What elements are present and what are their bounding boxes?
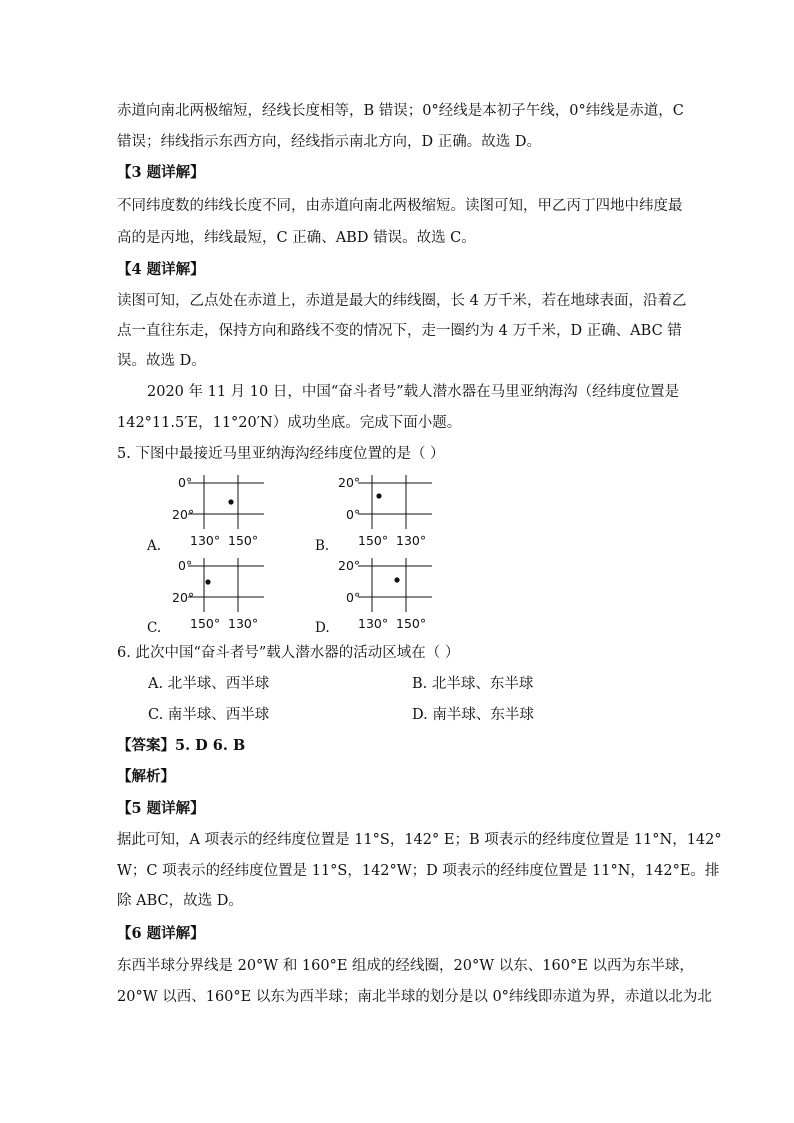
lat-lon-grid-d bbox=[336, 556, 436, 632]
svg-text:130°: 130° bbox=[228, 616, 259, 631]
text-line: 东西半球分界线是 20°W 和 160°E 组成的经线圈，20°W 以东、160°E 以西为东半球， bbox=[117, 958, 694, 974]
text-line: 高的是丙地，纬线最短，C 正确、ABD 错误。故选 C。 bbox=[117, 230, 476, 246]
passage-line: 142°11.5′E，11°20′N）成功坐底。完成下面小题。 bbox=[117, 415, 462, 431]
map-option-letter: D. bbox=[315, 620, 330, 636]
lat-lon-grid-a bbox=[168, 473, 268, 549]
section-heading-q4: 【4 题详解】 bbox=[117, 261, 205, 278]
text-line: 除 ABC，故选 D。 bbox=[117, 893, 243, 909]
answer-line: 【答案】5. D 6. B bbox=[117, 737, 246, 754]
svg-text:0°: 0° bbox=[178, 475, 193, 490]
section-heading-q5: 【5 题详解】 bbox=[117, 800, 205, 817]
text-line: W；C 项表示的经纬度位置是 11°S，142°W；D 项表示的经纬度位置是 11°N，142°E。排 bbox=[117, 863, 720, 879]
option-a: A. 北半球、西半球 bbox=[148, 676, 270, 692]
map-option-letter: B. bbox=[315, 538, 330, 554]
svg-text:150°: 150° bbox=[228, 533, 259, 548]
text-line: 读图可知，乙点处在赤道上，赤道是最大的纬线圈，长 4 万千米，若在地球表面，沿着乙 bbox=[117, 293, 687, 309]
lat-lon-grid-c bbox=[168, 556, 268, 632]
option-d: D. 南半球、东半球 bbox=[412, 707, 534, 723]
lat-lon-grid-b bbox=[336, 473, 436, 549]
text-line: 误。故选 D。 bbox=[117, 353, 206, 369]
location-dot bbox=[376, 493, 381, 498]
option-c: C. 南半球、西半球 bbox=[148, 707, 270, 723]
location-dot bbox=[394, 577, 399, 582]
svg-text:130°: 130° bbox=[190, 533, 221, 548]
location-dot bbox=[205, 579, 210, 584]
section-heading-q3: 【3 题详解】 bbox=[117, 164, 205, 181]
text-line: 据此可知，A 项表示的经纬度位置是 11°S，142° E；B 项表示的经纬度位置是 11°N，142° bbox=[117, 832, 722, 848]
text-line: 不同纬度数的纬线长度不同，由赤道向南北两极缩短。读图可知，甲乙丙丁四地中纬度最 bbox=[117, 198, 683, 214]
analysis-heading: 【解析】 bbox=[117, 768, 175, 785]
svg-text:20°: 20° bbox=[338, 558, 361, 573]
svg-text:0°: 0° bbox=[346, 507, 361, 522]
svg-text:20°: 20° bbox=[172, 590, 195, 605]
svg-text:130°: 130° bbox=[358, 616, 389, 631]
section-heading-q6: 【6 题详解】 bbox=[117, 925, 205, 942]
passage-line: 2020 年 11 月 10 日，中国“奋斗者号”载人潜水器在马里亚纳海沟（经纬度位置是 bbox=[147, 384, 680, 400]
map-option-letter: A. bbox=[147, 538, 162, 554]
svg-text:130°: 130° bbox=[396, 533, 427, 548]
svg-text:20°: 20° bbox=[172, 507, 195, 522]
svg-text:0°: 0° bbox=[346, 590, 361, 605]
svg-text:150°: 150° bbox=[396, 616, 427, 631]
text-line: 20°W 以西、160°E 以东为西半球；南北半球的划分是以 0°纬线即赤道为界，赤道以北为北 bbox=[117, 989, 712, 1005]
svg-text:0°: 0° bbox=[178, 558, 193, 573]
question-6: 6. 此次中国“奋斗者号”载人潜水器的活动区域在（ ） bbox=[117, 645, 460, 661]
svg-text:20°: 20° bbox=[338, 475, 361, 490]
question-5: 5. 下图中最接近马里亚纳海沟经纬度位置的是（ ） bbox=[117, 446, 445, 462]
svg-text:150°: 150° bbox=[190, 616, 221, 631]
location-dot bbox=[228, 499, 233, 504]
option-b: B. 北半球、东半球 bbox=[412, 676, 534, 692]
text-line: 点一直往东走，保持方向和路线不变的情况下，走一圈约为 4 万千米，D 正确、ABC 错 bbox=[117, 323, 682, 339]
text-line: 赤道向南北两极缩短，经线长度相等，B 错误；0°经线是本初子午线，0°纬线是赤道，C bbox=[117, 103, 684, 119]
svg-text:150°: 150° bbox=[358, 533, 389, 548]
text-line: 错误；纬线指示东西方向，经线指示南北方向，D 正确。故选 D。 bbox=[117, 134, 541, 150]
map-option-letter: C. bbox=[147, 620, 162, 636]
